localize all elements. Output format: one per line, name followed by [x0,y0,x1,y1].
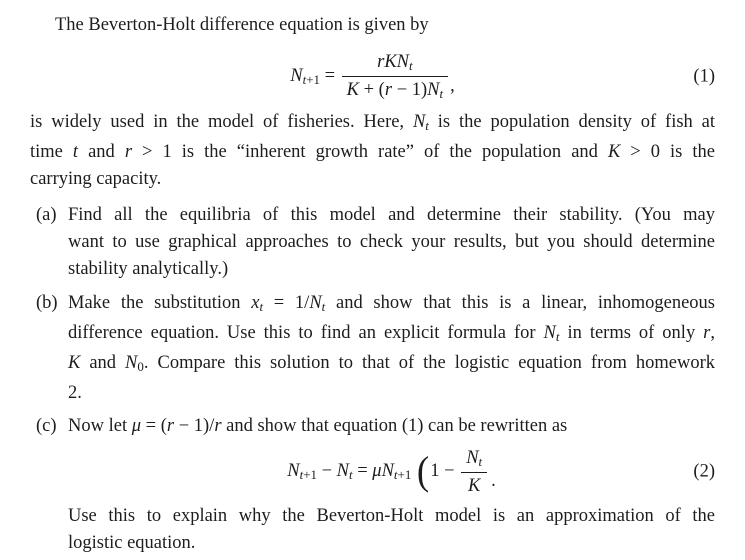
list-item-b-text [68,290,715,407]
equation-2-body [287,447,496,497]
text-run: +1 [303,466,317,482]
text-run: r [124,142,133,162]
text-run: t [409,57,413,73]
text-run: r [166,415,175,436]
equation-1-number: (1) [693,66,715,87]
text-run: − 1) [392,80,428,101]
intro-paragraph [30,12,715,39]
equation-2-inner [430,461,459,482]
text-run: t [72,142,79,162]
text-run: r [703,322,711,343]
text-run: t [425,118,429,133]
text-line [68,350,715,380]
text-run: K [346,80,359,101]
closing-paragraph [68,503,715,557]
text-run: N [543,322,556,343]
list-item-c-body [68,413,715,557]
equation-2-number: (2) [693,461,715,482]
text-run: r [214,415,222,436]
text-run: is widely used in the model of fisheries. Here, [30,112,413,133]
text-run: +1 [397,466,412,482]
text-run: N [466,447,479,468]
equation-1-denominator [342,77,448,102]
text-run: N [336,460,349,481]
text-run: Use this to explain why the Beverton-Holt model is an approximation of the [68,505,715,526]
text-run: = [352,460,373,481]
text-run: t [321,298,326,314]
text-line [68,256,715,283]
list-item-c-text [68,413,715,440]
text-run: Now let [68,415,132,436]
text-run: is the population density of fish at [428,112,715,133]
text-line [68,202,715,229]
text-run: x [251,293,260,313]
text-run: r [384,80,393,101]
text-run: want to use graphical approaches to check your results, but you should determine [68,232,715,252]
text-run: N [412,112,426,133]
text-run: difference equation. Use this to find an explicit formula for [68,322,544,343]
text-line [30,166,715,193]
text-run: − [316,460,337,481]
text-run: = 1/ [263,293,310,313]
text-run: N [290,65,303,86]
text-run: and [78,142,125,162]
list-item-b-label: (b) [36,293,58,313]
text-run: μ [131,415,142,436]
text-run: , [710,322,715,343]
text-run: and show that equation (1) can be rewritten as [221,415,568,436]
text-line [68,380,715,407]
text-run: and [80,352,126,373]
equation-1-fraction [342,51,448,102]
list-item-b [36,290,715,407]
text-run: K [68,352,81,373]
equation-2-fraction [461,447,487,497]
equation-1-lhs [290,66,339,88]
text-run: > 0 is the [620,142,715,162]
equation-1-numerator [342,51,448,77]
text-run: 0 [137,358,144,374]
text-run: t [439,85,444,101]
text-run: carrying capacity. [30,169,162,189]
equation-2-lhs [287,461,416,483]
text-run: + ( [359,80,385,101]
text-run: N [427,80,440,101]
list-item-a [36,202,715,283]
text-run: 2. [68,382,82,403]
text-run: stability analytically.) [68,259,229,279]
equation-2-denominator [461,473,487,497]
text-run: logistic equation. [68,532,196,553]
text-run: t [259,298,264,314]
equation-2 [68,447,715,497]
equation-1 [30,51,715,102]
text-run: +1 [306,71,320,87]
equation-1-body [290,51,455,102]
text-run: μN [372,460,394,481]
list-item-c-label: (c) [36,415,57,436]
text-run: t [393,466,398,482]
text-run: t [302,71,307,87]
text-run: and show that this is a linear, inhomogeneous [325,293,715,313]
text-run: rKN [377,52,410,72]
text-run: = [319,65,340,86]
text-run: K [607,142,621,162]
list-item-a-label: (a) [36,205,57,225]
text-line [30,12,715,39]
text-run: t [348,466,353,482]
text-run: N [309,293,322,313]
text-line [30,139,715,166]
text-line [68,320,715,350]
text-line [68,290,715,320]
text-run: N [125,352,138,373]
list-item-c [36,413,715,557]
text-run: time [30,142,73,162]
equation-2-punctuation: . [491,471,496,492]
text-run: > 1 is the “inherent growth rate” of the population and [132,142,608,162]
text-run: Make the substitution [68,293,252,313]
text-run: . Compare this solution to that of the logistic equation from homework [143,352,715,373]
text-run: = ( [141,415,167,436]
text-run [411,461,416,481]
open-paren: ( [416,449,430,494]
equation-1-punctuation: , [450,76,455,97]
text-run: The Beverton-Holt difference equation is given by [55,15,429,35]
text-run: N [287,460,300,481]
equation-2-numerator [461,447,487,473]
list-item-a-text [68,202,715,283]
text-run: in terms of only [559,322,704,343]
description-paragraph [30,109,715,193]
text-line [68,530,715,557]
text-run: t [478,453,483,469]
text-run: Find all the equilibria of this model and determine their stability. (You may [68,205,715,225]
text-line [30,109,715,139]
text-line [68,229,715,256]
text-run: 1 − [430,461,460,482]
text-line [68,413,715,440]
text-run: K [467,475,481,496]
text-run: t [555,328,560,344]
text-run: − 1)/ [174,415,215,436]
text-run: t [299,466,304,482]
text-line [68,503,715,530]
